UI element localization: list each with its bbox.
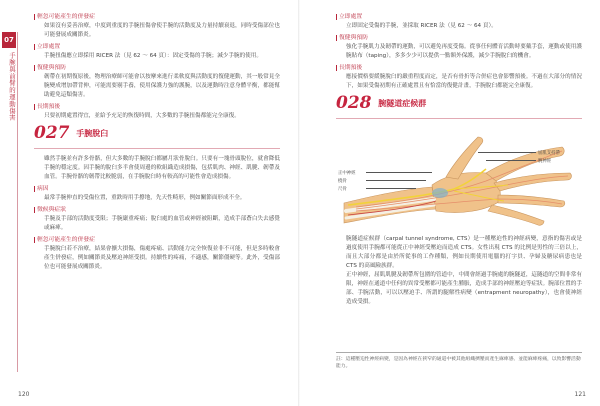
subheading	[336, 34, 582, 43]
subheading	[34, 103, 280, 112]
paragraph: 手腕及手部的活動度受限；手腕嚴重疼痛；脫臼處的血管或神經被阻斷，造成手部蒼白失去感覺或麻痺。	[44, 216, 280, 231]
label-line	[366, 180, 426, 181]
left-bottom-blocks	[34, 155, 280, 272]
figure-label: 橈骨	[338, 179, 347, 184]
paragraph: 立即固定受傷的手腕，並採取 RICER 法（見 62 ～ 64 頁）。	[346, 23, 497, 29]
heading-bar	[34, 237, 35, 243]
section-heading-027	[34, 123, 280, 149]
hand-anatomy-illustration	[336, 125, 582, 229]
hand-svg	[336, 125, 582, 229]
chapter-tab: 07	[2, 32, 16, 48]
paragraph: 腕隧道症候群（carpal tunnel syndrome, CTS）是一種壓迫性的神經病變，意指的傷害或是過度使用手腕都可能從正中神經受壓迫而造成 CTS。女性出現 CTS 的比例是男性的三倍以上，而且大部分都是由於所從事的工作種類，例如長期使用電腦的打字員、孕婦及糖尿病患也是 CTS 的高風險族群。	[346, 236, 582, 269]
section-number: 028	[336, 93, 372, 113]
right-top-blocks	[336, 13, 582, 91]
subheading	[336, 13, 582, 22]
figure-label: 腕神經	[538, 159, 552, 164]
heading-bar	[336, 14, 337, 20]
right-bottom-blocks	[336, 235, 582, 307]
subheading	[34, 64, 280, 73]
paragraph: 強化手腕肌力及韌帶的運動，可以避免再度受傷。從事任何體育活動時要戴手套，運動或使用護腕貼布（taping），多多少少可以提供一點額外保護，減少手腕脫臼的機會。	[346, 44, 582, 59]
subheading-text: 復健與預防	[37, 65, 66, 71]
page-number: 120	[18, 391, 30, 398]
paragraph: 手腕扭傷應立即採用 RICER 法（見 62 ～ 64 頁）：固定受傷的手腕；減少手腕的使用。	[44, 53, 262, 59]
section-heading-028	[336, 93, 582, 119]
figure-label: 尺骨	[338, 187, 347, 192]
right-page	[300, 0, 600, 406]
section-title: 手腕脫臼	[76, 129, 109, 138]
right-column	[336, 10, 582, 307]
subheading-text: 長期預後	[37, 104, 61, 110]
label-line	[478, 152, 536, 153]
subheading	[34, 236, 280, 245]
footnote: 註：這種壓迫性神經病變，是因為神經在狹窄的通道中被其他組織擠壓而產生麻痺感、並能麻痺疼痛，以致影響活動能力。	[336, 352, 582, 370]
paragraph: 如果沒有妥善治療，中度到重度的手腕扭傷會使手腕的活動度及力量持續衰退，同時受傷部位也可能發展成關節炎。	[44, 23, 280, 38]
subheading-text: 立即處置	[339, 14, 363, 20]
section-rule	[34, 148, 280, 149]
heading-bar	[34, 186, 35, 192]
heading-bar	[34, 44, 35, 50]
subheading	[336, 64, 582, 73]
left-column	[34, 10, 280, 272]
subheading-text: 徵候與症狀	[37, 207, 66, 213]
paragraph: 手腕脫臼若不治療，結果會擴大損傷，傷處疼痛、活動能力完全恢復並非不可能，但是多時較會產生併發症，例如關節炎及壓迫神經受損。持續性的疼痛，不適感，關節僵硬等。此外，受傷部位也可能發展成關節炎。	[44, 246, 280, 270]
subheading-text: 病因	[37, 186, 49, 192]
paragraph: 韌帶在初期復原後，物理治療師可能會以按摩來進行柔軟度與活動度的復健運動，其一般常見全腕變成增加帶背伸，可能需要剔手養，使用保護力強的護腕，以及運動時注意身體平衡，都能幫助避免這類傷害。	[44, 74, 280, 98]
heading-bar	[34, 104, 35, 110]
subheading	[34, 206, 280, 215]
paragraph: 正中神經，屈肌肌腱及韌帶所包圍的管道中，中間會經過手腕處的腕隧道，這隧道的空間非常有限，神經在通道中任何的異常受壓都可能產生腫脹，造成手部的神經壓迫等症狀。腕部位置的手部、手腕活動，可以以壓迫手、所謂的腿解性病變（entrapment neuropathy），也會使神經造成受損。	[346, 272, 582, 305]
label-line	[366, 188, 416, 189]
subheading-text: 長期預後	[339, 65, 363, 71]
heading-bar	[336, 65, 337, 71]
figure-label: 正中神經	[338, 171, 356, 176]
subheading	[34, 43, 280, 52]
section-number: 027	[34, 123, 70, 143]
paragraph: 最常手腕伸直的受傷位置，重跌時用手撐地，先天性畸形，例如關節面形成不全。	[44, 195, 246, 201]
label-line	[486, 160, 536, 161]
subheading-text: 輕忽可能產生的併發症	[37, 237, 95, 243]
heading-bar	[34, 14, 35, 20]
heading-bar	[336, 35, 337, 41]
paragraph: 雖然手腕並有許多骨骼，但大多數的手腕脫臼都屬月狀骨脫臼。只要有一塊骨頭脫位，就會降低手腕的穩定度。因手腕的脫臼多半會使周邊的軟組織造成損傷，包括肌肉、神經、肌腱、韌帶及血管。手腕骨骼的韌帶比較脆弱，在手腕脫臼時有較高的可能性會造成損傷。	[44, 156, 280, 180]
chapter-rule	[17, 32, 18, 372]
section-rule	[336, 118, 582, 119]
heading-bar	[34, 65, 35, 71]
page-number: 121	[574, 391, 586, 398]
heading-bar	[34, 207, 35, 213]
subheading	[34, 185, 280, 194]
chapter-vertical-title: 手腕與前臂的運動傷害	[8, 52, 16, 121]
subheading-text: 立即處置	[37, 44, 61, 50]
figure-label: 屈肌支持帶	[538, 151, 560, 156]
section-title: 腕隧道症候群	[378, 99, 427, 108]
label-line	[366, 172, 432, 173]
left-top-blocks	[34, 13, 280, 121]
subheading-text: 輕忽可能產生的併發症	[37, 14, 95, 20]
subheading	[34, 13, 280, 22]
subheading-text: 復健與預防	[339, 35, 368, 41]
paragraph: 只要初期處置得宜，並給予充足的恢復時間，大多數的手腕扭傷都能完全康復。	[44, 113, 240, 119]
paragraph: 應接價格要緩腕脫臼的嚴重程度而定，是否有骨折等合併症也會影響預後。不過在大部分的情況下，如果受傷初期有正確處置且有恰當的復健計畫，手腕脫臼都能完全康復。	[346, 74, 582, 89]
